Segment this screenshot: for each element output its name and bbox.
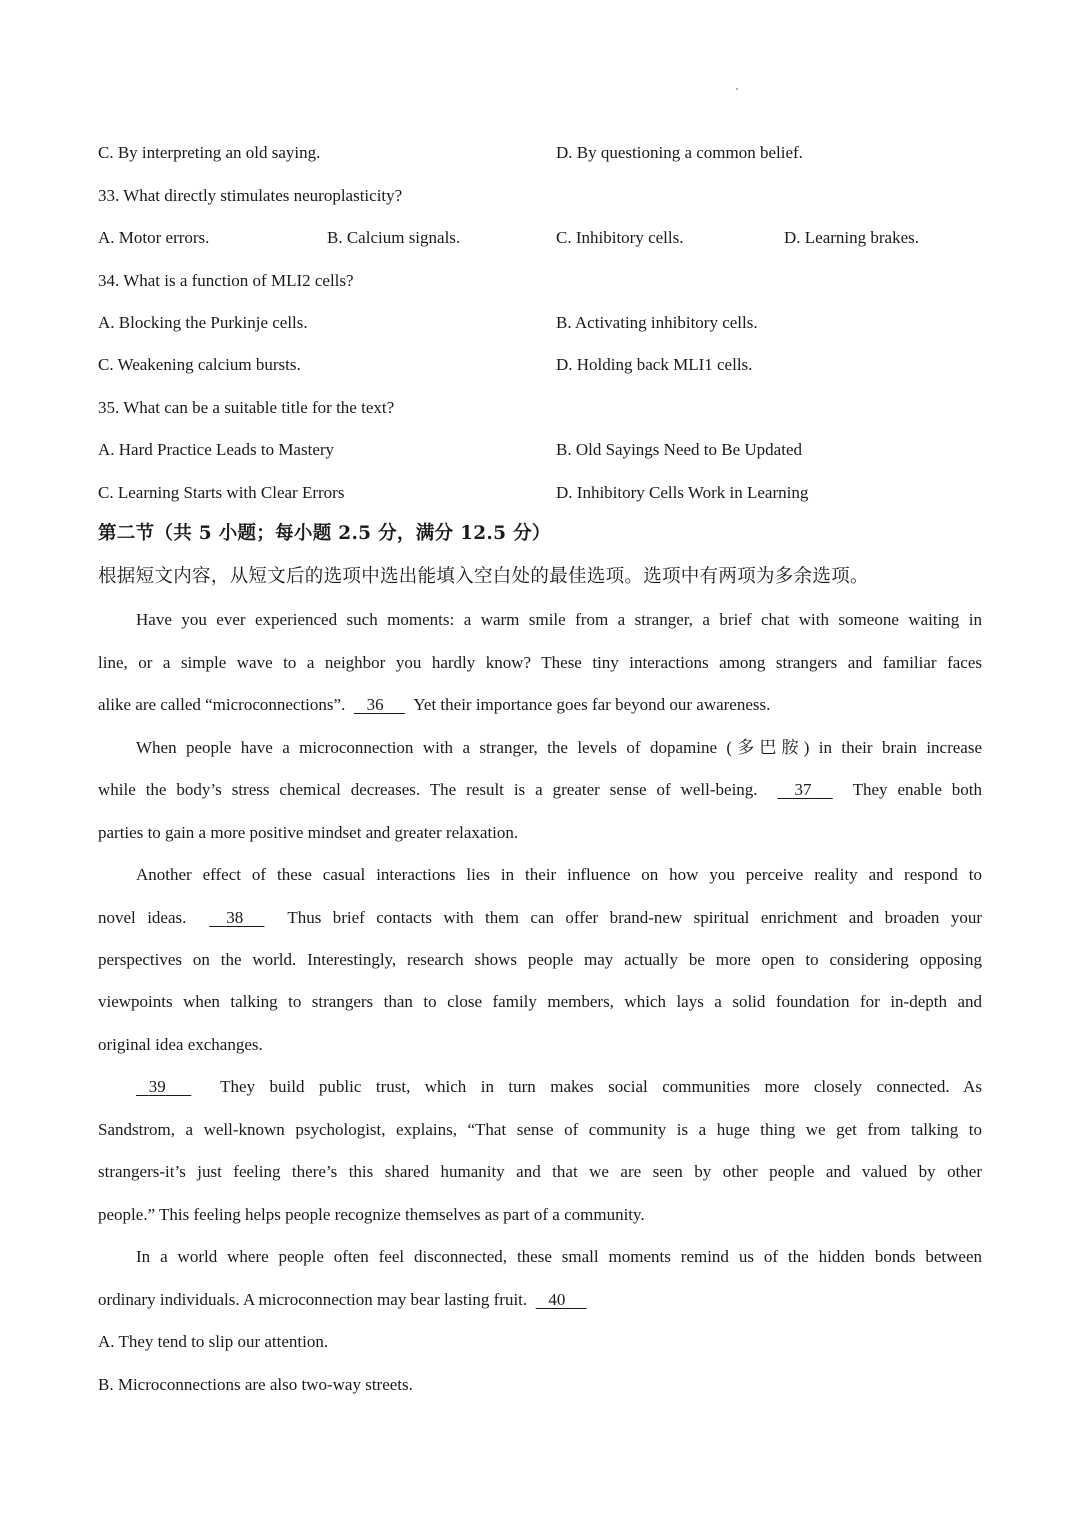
p3-line-2 xyxy=(98,907,982,929)
p2-line-3: parties to gain a more positive mindset and greater relaxation. xyxy=(98,823,519,842)
option-a: A. They tend to slip our attention. xyxy=(98,1332,329,1351)
q34-stem: 34. What is a function of MLI2 cells? xyxy=(98,271,354,290)
blank-36[interactable] xyxy=(354,694,405,716)
q33-option-d: D. Learning brakes. xyxy=(784,228,920,247)
passage-text: They build public trust, which in turn makes social communities more closely connected. As xyxy=(220,1077,982,1096)
p4-line-1 xyxy=(98,1076,982,1098)
heading-text: 分，满分 xyxy=(378,523,454,544)
section-instruction: 根据短文内容，从短文后的选项中选出能填入空白处的最佳选项。选项中有两项为多余选项。 xyxy=(98,566,869,587)
blank-38[interactable] xyxy=(209,907,264,929)
scan-mark xyxy=(736,88,738,90)
blank-40[interactable] xyxy=(536,1289,587,1311)
blank-number: 39 xyxy=(148,1077,166,1096)
passage-text: Yet their importance goes far beyond our awareness. xyxy=(413,695,771,714)
q34-option-c: C. Weakening calcium bursts. xyxy=(98,355,301,374)
p2-line-1: When people have a microconnection with a stranger, the levels of dopamine (多巴胺) in their brain increase xyxy=(136,738,982,757)
heading-count: 5 xyxy=(198,523,212,544)
option-b: B. Microconnections are also two-way streets. xyxy=(98,1375,413,1394)
p1-line-2: line, or a simple wave to a neighbor you hardly know? These tiny interactions among strangers and familiar faces xyxy=(98,653,982,672)
q35-stem: 35. What can be a suitable title for the text? xyxy=(98,398,395,417)
q34-option-b: B. Activating inhibitory cells. xyxy=(556,313,758,332)
blank-number: 38 xyxy=(226,908,244,927)
section-heading xyxy=(98,523,551,545)
blank-39[interactable] xyxy=(136,1076,191,1098)
passage-text: They enable both xyxy=(852,780,983,799)
p4-line-4: people.” This feeling helps people recognize themselves as part of a community. xyxy=(98,1205,645,1224)
passage-text: Thus brief contacts with them can offer brand-new spiritual enrichment and broaden your xyxy=(287,908,982,927)
passage-text: novel ideas. xyxy=(98,908,187,927)
q32-option-d: D. By questioning a common belief. xyxy=(556,143,803,162)
p5-line-1: In a world where people often feel disconnected, these small moments remind us of the hidden bonds between xyxy=(136,1247,982,1266)
p3-line-5: original idea exchanges. xyxy=(98,1035,263,1054)
blank-number: 40 xyxy=(548,1290,566,1309)
p3-line-1: Another effect of these casual interactions lies in their influence on how you perceive reality and respond to xyxy=(136,865,982,884)
passage-text: ordinary individuals. A microconnection may bear lasting fruit. xyxy=(98,1290,528,1309)
q33-option-a: A. Motor errors. xyxy=(98,228,210,247)
p2-line-2 xyxy=(98,779,982,801)
q35-option-c: C. Learning Starts with Clear Errors xyxy=(98,483,345,502)
p4-line-2: Sandstrom, a well-known psychologist, explains, “That sense of community is a huge thing we get from talking to xyxy=(98,1120,982,1139)
heading-text: 分） xyxy=(513,523,551,544)
heading-text: 小题；每小题 xyxy=(218,523,332,544)
q35-option-d: D. Inhibitory Cells Work in Learning xyxy=(556,483,809,502)
passage-text: while the body’s stress chemical decreases. The result is a greater sense of well-being. xyxy=(98,780,758,799)
p5-line-2 xyxy=(98,1289,587,1311)
blank-number: 37 xyxy=(794,780,812,799)
p3-line-3: perspectives on the world. Interestingly, research shows people may actually be more open to considering opposing xyxy=(98,950,982,969)
heading-points: 2.5 xyxy=(338,523,372,544)
p1-line-1: Have you ever experienced such moments: a warm smile from a stranger, a brief chat with someone waiting in xyxy=(136,610,982,629)
blank-37[interactable] xyxy=(777,779,832,801)
q33-stem: 33. What directly stimulates neuroplasticity? xyxy=(98,186,403,205)
q35-option-b: B. Old Sayings Need to Be Updated xyxy=(556,440,802,459)
passage-text: alike are called “microconnections”. xyxy=(98,695,346,714)
p3-line-4: viewpoints when talking to strangers than to close family members, which lays a solid foundation for in-depth and xyxy=(98,992,982,1011)
q35-option-a: A. Hard Practice Leads to Mastery xyxy=(98,440,335,459)
p4-line-3: strangers-it’s just feeling there’s this shared humanity and that we are seen by other people and valued by other xyxy=(98,1162,982,1181)
q34-option-d: D. Holding back MLI1 cells. xyxy=(556,355,753,374)
q34-option-a: A. Blocking the Purkinje cells. xyxy=(98,313,308,332)
heading-total: 12.5 xyxy=(460,523,507,544)
blank-number: 36 xyxy=(366,695,384,714)
p1-line-3 xyxy=(98,694,770,716)
heading-text: 第二节（共 xyxy=(98,523,193,544)
q33-option-c: C. Inhibitory cells. xyxy=(556,228,684,247)
q33-option-b: B. Calcium signals. xyxy=(327,228,461,247)
q32-option-c: C. By interpreting an old saying. xyxy=(98,143,321,162)
